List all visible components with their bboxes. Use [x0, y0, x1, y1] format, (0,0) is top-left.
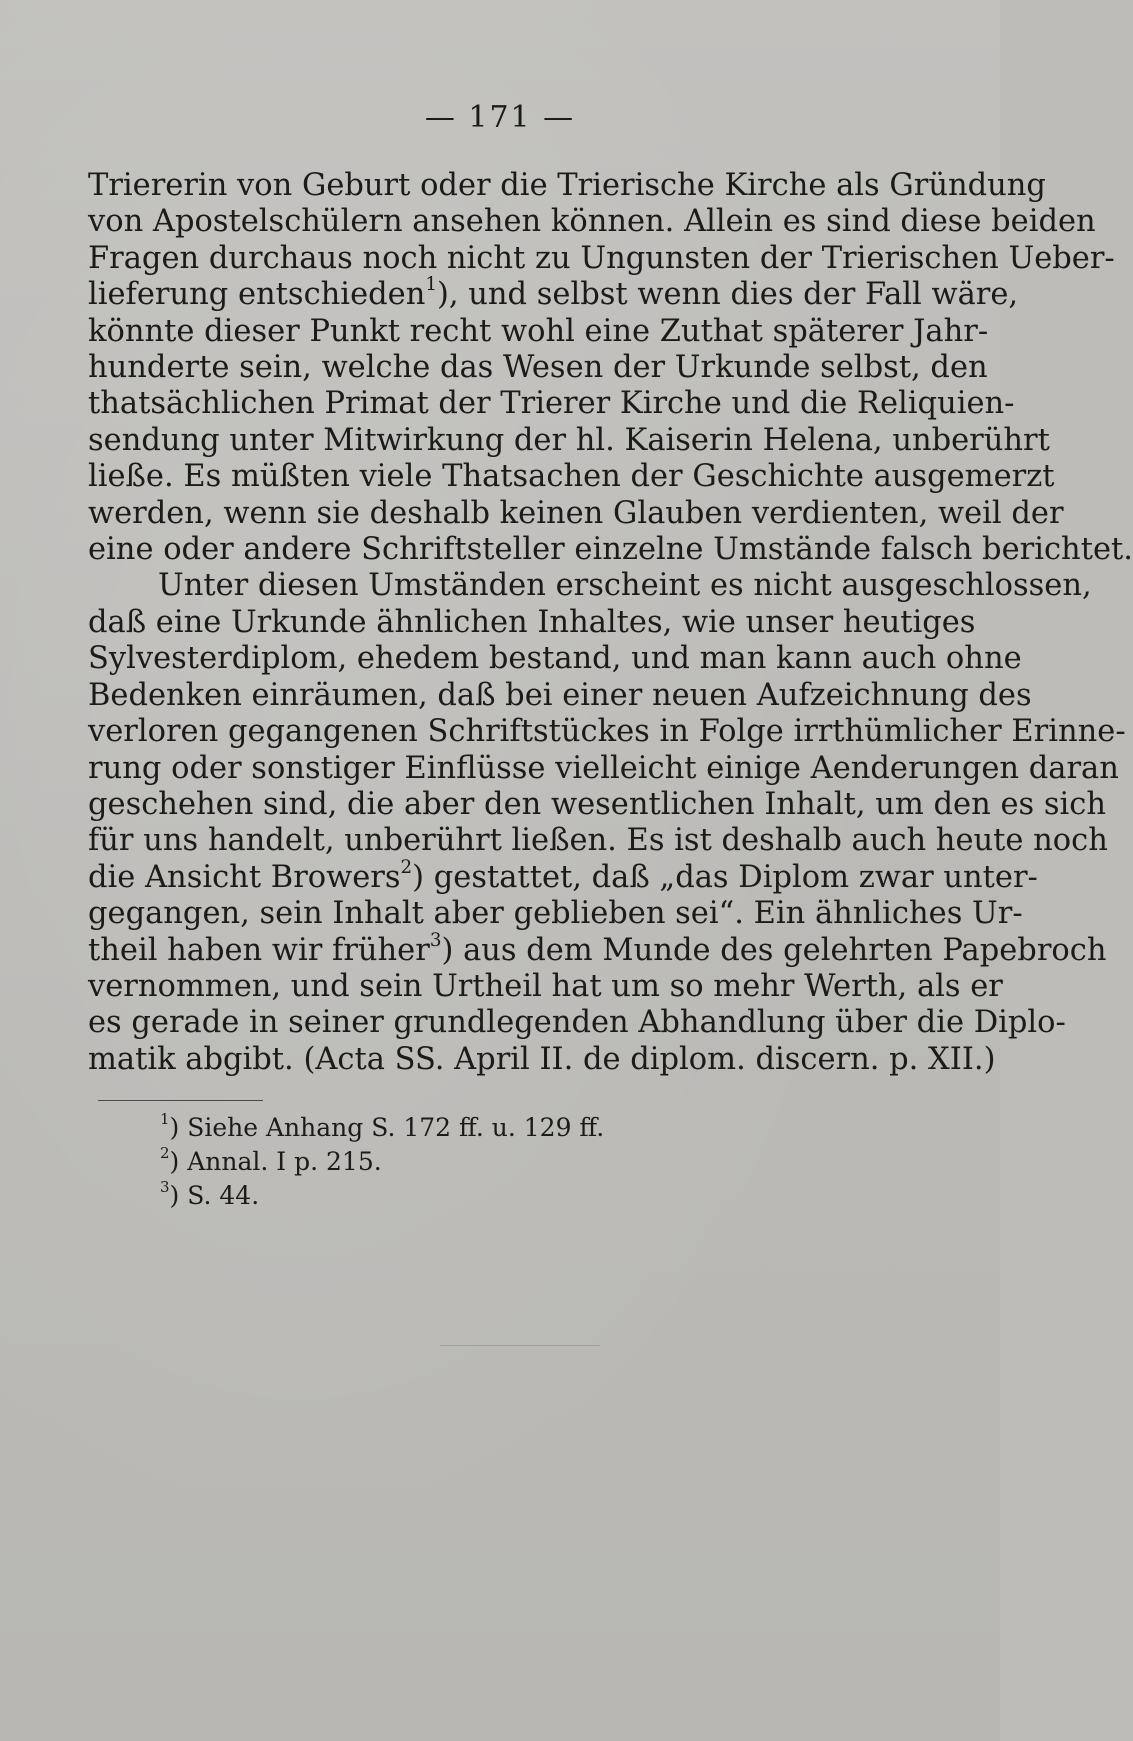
text-line: für uns handelt, unberührt ließen. Es ist deshalb auch heute noch — [88, 823, 1108, 859]
text-line: gegangen, sein Inhalt aber geblieben sei“. Ein ähnliches Ur- — [88, 896, 1023, 932]
text-line: matik abgibt. (Acta SS. April II. de diplom. discern. p. XII.) — [88, 1041, 996, 1077]
text-line: Unter diesen Umständen erscheint es nicht ausgeschlossen, — [158, 568, 1092, 604]
text-line: ließe. Es müßten viele Thatsachen der Geschichte ausgemerzt — [88, 459, 1055, 495]
footnote-ref-1: 1 — [425, 274, 437, 296]
text-line: Triererin von Geburt oder die Trierische Kirche als Gründung — [88, 168, 1046, 203]
text-line: hunderte sein, welche das Wesen der Urkunde selbst, den — [88, 350, 988, 386]
text-line: sendung unter Mitwirkung der hl. Kaiserin Helena, unberührt — [88, 422, 1050, 458]
bleed-through-divider — [440, 1345, 600, 1346]
footnote-divider — [98, 1100, 263, 1101]
text-line: daß eine Urkunde ähnlichen Inhaltes, wie unser heutiges — [88, 604, 976, 640]
footnote-text: ) S. 44. — [169, 1181, 260, 1210]
text-line: geschehen sind, die aber den wesentlichen Inhalt, um den es sich — [88, 786, 1106, 822]
text-segment: theil haben wir früher — [88, 932, 430, 968]
main-text — [88, 168, 1133, 1078]
text-line: Fragen durchaus noch nicht zu Ungunsten der Trierischen Ueber- — [88, 240, 1115, 276]
footnote-text: ) Annal. I p. 215. — [169, 1147, 382, 1176]
footnote-marker: 1 — [160, 1110, 170, 1129]
text-segment: ), und selbst wenn dies der Fall wäre, — [436, 277, 1019, 313]
footnote — [160, 1111, 604, 1145]
footnote — [160, 1179, 604, 1213]
text-line: rung oder sonstiger Einflüsse vielleicht einige Aenderungen daran — [88, 750, 1119, 786]
page-number: — 171 — — [424, 100, 576, 135]
text-line — [88, 274, 1019, 313]
text-line: Bedenken einräumen, daß bei einer neuen Aufzeichnung des — [88, 677, 1032, 713]
text-line: vernommen, und sein Urtheil hat um so mehr Werth, als er — [88, 968, 1003, 1004]
text-segment: lieferung entschieden — [88, 277, 426, 313]
text-line: verloren gegangenen Schriftstückes in Folge irrthümlicher Erinne- — [88, 714, 1126, 750]
text-line: thatsächlichen Primat der Trierer Kirche und die Reliquien- — [88, 386, 1015, 422]
text-line — [88, 856, 1038, 896]
footnote — [160, 1145, 604, 1179]
text-line — [88, 929, 1107, 969]
text-line: könnte dieser Punkt recht wohl eine Zuthat späterer Jahr- — [88, 313, 989, 349]
text-segment: die Ansicht Browers — [88, 859, 401, 895]
footnote-marker: 3 — [160, 1178, 170, 1197]
text-line: von Apostelschülern ansehen können. Allein es sind diese beiden — [88, 204, 1096, 240]
text-line: es gerade in seiner grundlegenden Abhandlung über die Diplo- — [88, 1005, 1066, 1041]
footnote-text: ) Siehe Anhang S. 172 ff. u. 129 ff. — [169, 1113, 605, 1142]
footnotes — [160, 1111, 604, 1213]
text-line: Sylvesterdiplom, ehedem bestand, und man kann auch ohne — [88, 641, 1022, 677]
text-segment: ) gestattet, daß „das Diplom zwar unter- — [412, 859, 1038, 895]
footnote-marker: 2 — [160, 1144, 170, 1163]
text-line: eine oder andere Schriftsteller einzelne Umstände falsch berichtet. — [88, 532, 1133, 568]
text-line: werden, wenn sie deshalb keinen Glauben verdienten, weil der — [88, 495, 1064, 531]
text-segment: ) aus dem Munde des gelehrten Papebroch — [441, 932, 1107, 968]
footnote-ref-2: 2 — [400, 856, 413, 878]
footnote-ref-3: 3 — [429, 929, 442, 951]
